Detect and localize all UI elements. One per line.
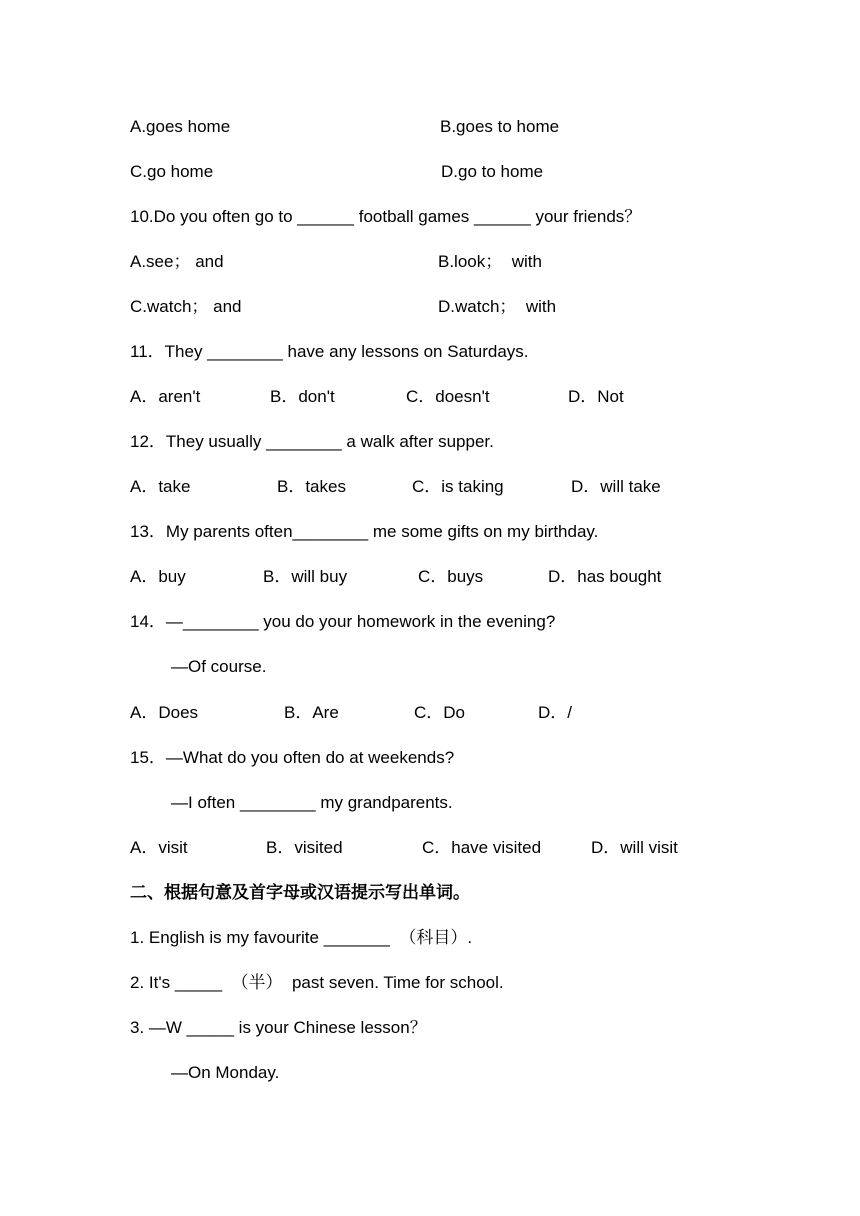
- q11-stem: 11．They ________ have any lessons on Saturdays.: [130, 342, 529, 361]
- section2-heading: 二、根据句意及首字母或汉语提示写出单词。: [130, 883, 470, 903]
- q12-option-b: B．takes: [277, 477, 346, 496]
- q10-option-b: B.look； with: [438, 252, 542, 271]
- q9-option-a: A.goes home: [130, 117, 231, 136]
- q9-option-d: D.go to home: [441, 162, 544, 181]
- q11-option-c: C．doesn't: [406, 387, 490, 406]
- q12-option-c: C．is taking: [412, 477, 504, 496]
- q10-option-c: C.watch； and: [130, 297, 242, 316]
- section2-item-1: 1. English is my favourite _______ （科目）.: [130, 928, 473, 947]
- q13-option-c: C．buys: [418, 567, 484, 586]
- q10-stem: 10.Do you often go to ______ football games ______ your friends？: [130, 207, 642, 226]
- q15-option-b: B．visited: [266, 838, 343, 857]
- q14-option-a: A．Does: [130, 703, 199, 722]
- q9-option-c: C.go home: [130, 162, 214, 181]
- q13-option-d: D．has bought: [548, 567, 662, 586]
- q12-stem: 12．They usually ________ a walk after supper.: [130, 432, 494, 451]
- q10-option-d: D.watch； with: [438, 297, 557, 316]
- q15-reply: —I often ________ my grandparents.: [171, 793, 453, 812]
- section2-item-2: 2. It's _____ （半） past seven. Time for school.: [130, 973, 504, 992]
- q14-option-b: B．Are: [284, 703, 339, 722]
- section2-item-3-reply: —On Monday.: [171, 1063, 280, 1082]
- q15-option-c: C．have visited: [422, 838, 542, 857]
- q9-option-b: B.goes to home: [440, 117, 560, 136]
- q13-option-a: A．buy: [130, 567, 186, 586]
- q15-option-d: D．will visit: [591, 838, 678, 857]
- q14-option-d: D．/: [538, 703, 572, 722]
- q13-option-b: B．will buy: [263, 567, 348, 586]
- q14-option-c: C．Do: [414, 703, 466, 722]
- q15-option-a: A．visit: [130, 838, 188, 857]
- q12-option-d: D．will take: [571, 477, 661, 496]
- q10-option-a: A.see； and: [130, 252, 224, 271]
- q13-stem: 13．My parents often________ me some gifts on my birthday.: [130, 522, 599, 541]
- q12-option-a: A．take: [130, 477, 191, 496]
- q15-stem: 15．—What do you often do at weekends?: [130, 748, 455, 767]
- q14-stem: 14．—________ you do your homework in the evening?: [130, 612, 556, 631]
- q14-reply: —Of course.: [171, 657, 267, 676]
- q11-option-a: A．aren't: [130, 387, 201, 406]
- section2-item-3: 3. —W _____ is your Chinese lesson？: [130, 1018, 427, 1037]
- q11-option-b: B．don't: [270, 387, 335, 406]
- q11-option-d: D．Not: [568, 387, 624, 406]
